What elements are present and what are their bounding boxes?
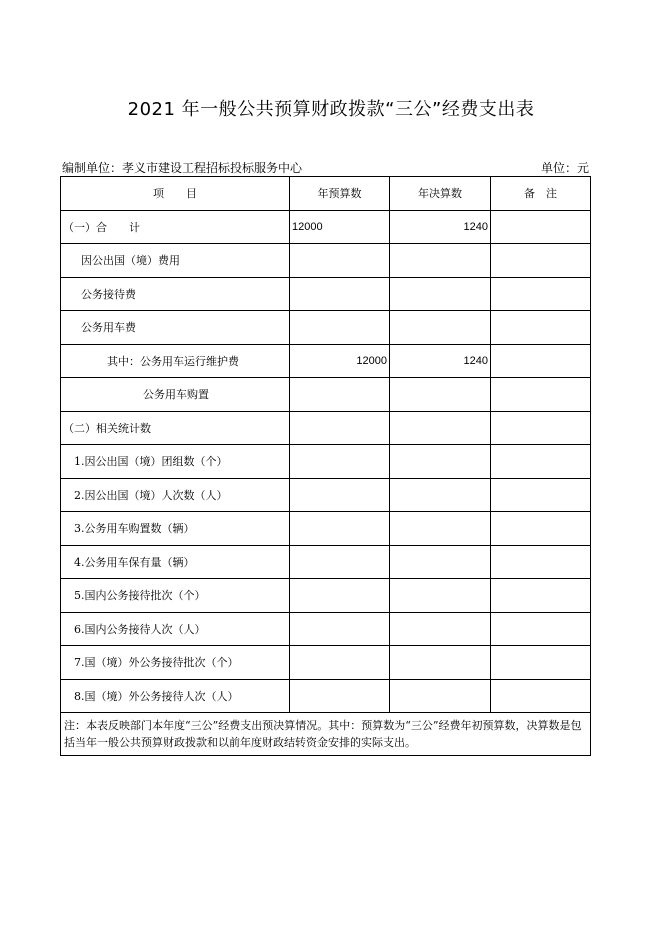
row-label: 公务用车费 [61, 311, 290, 345]
header-row [61, 177, 591, 211]
row-label: 8.国（境）外公务接待人次（人） [61, 679, 290, 713]
row-label: 5.国内公务接待批次（个） [61, 579, 290, 613]
final-value: 1240 [390, 344, 491, 378]
table-row [61, 244, 591, 278]
table-row [61, 344, 591, 378]
table-row [61, 210, 591, 244]
row-label: 1.因公出国（境）团组数（个） [61, 445, 290, 479]
note-row [61, 713, 591, 756]
row-label: 4.公务用车保有量（辆） [61, 545, 290, 579]
table-row [61, 579, 591, 613]
expense-table [60, 176, 591, 756]
row-label: （一）合 计 [61, 210, 290, 244]
table-row [61, 679, 591, 713]
table-row [61, 646, 591, 680]
table-note: 注：本表反映部门本年度“三公”经费支出预决算情况。其中：预算数为“三公”经费年初预算数，决算数是包括当年一般公共预算财政拨款和以前年度财政结转资金安排的实际支出。 [61, 713, 591, 756]
table-row [61, 478, 591, 512]
row-label: 因公出国（境）费用 [61, 244, 290, 278]
budget-value: 12000 [290, 344, 390, 378]
header-budget: 年预算数 [290, 177, 390, 211]
row-label: 3.公务用车购置数（辆） [61, 512, 290, 546]
meta-line [62, 159, 589, 176]
row-label: 7.国（境）外公务接待批次（个） [61, 646, 290, 680]
header-remark: 备 注 [491, 177, 591, 211]
table-row [61, 612, 591, 646]
row-label: 公务用车购置 [61, 378, 290, 412]
budget-value: 12000 [290, 210, 390, 244]
row-label: 2.因公出国（境）人次数（人） [61, 478, 290, 512]
table-row [61, 445, 591, 479]
currency-unit: 单位：元 [540, 161, 589, 175]
table-row [61, 411, 591, 445]
row-label: 6.国内公务接待人次（人） [61, 612, 290, 646]
table-row [61, 378, 591, 412]
table-row [61, 311, 591, 345]
compiler-unit: 编制单位：孝义市建设工程招标投标服务中心 [62, 161, 303, 175]
final-value: 1240 [390, 210, 491, 244]
row-label: （二）相关统计数 [61, 411, 290, 445]
header-final: 年决算数 [390, 177, 491, 211]
page-title: 2021 年一般公共预算财政拨款“三公”经费支出表 [127, 99, 535, 120]
table-row [61, 277, 591, 311]
table-row [61, 512, 591, 546]
table-row [61, 545, 591, 579]
row-label: 公务接待费 [61, 277, 290, 311]
remark-cell [491, 210, 591, 244]
header-item: 项 目 [61, 177, 290, 211]
row-label: 其中：公务用车运行维护费 [61, 344, 290, 378]
